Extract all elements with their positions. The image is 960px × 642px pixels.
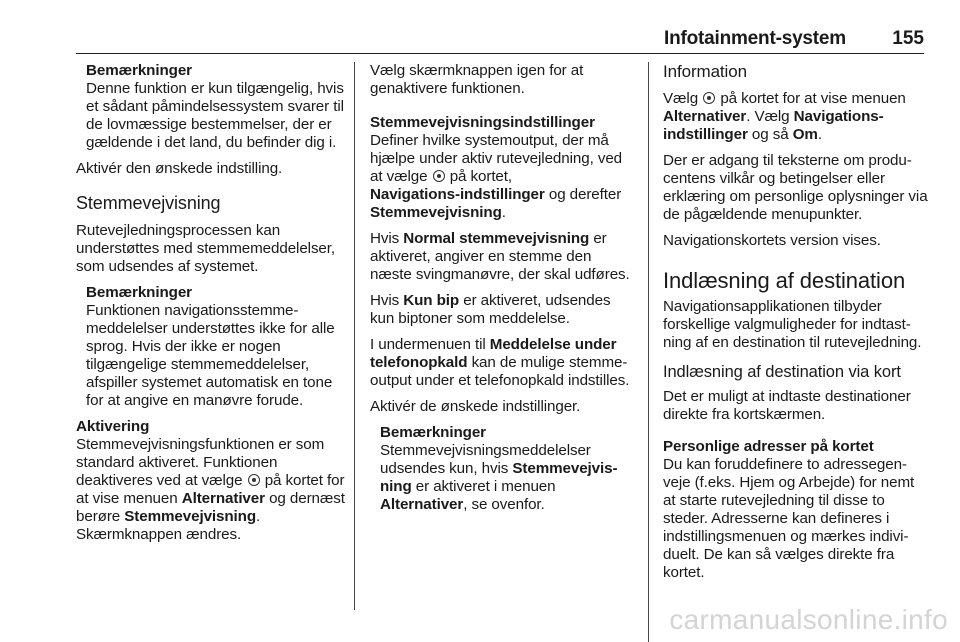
- paragraph: Stemmevejvisningsfunktionen er som standard aktiveret. Funktionen deaktiveres ved at vælge på kortet for at vise menuen Alternativer og dernæst berøre Stemmevejvisning. Skærmknappen ændres.: [76, 436, 345, 543]
- paragraph: Definer hvilke systemoutput, der må hjælpe under aktiv rutevejledning, ved at vælge på kortet, Navigations-indstillinger og derefter Stemmevejvisning.: [370, 132, 623, 221]
- paragraph: Aktivér den ønskede indstilling.: [76, 160, 283, 177]
- section-heading-indlaesning: Indlæsning af destination: [663, 268, 906, 293]
- page-number: 155: [892, 28, 924, 49]
- paragraph: Navigationsapplikationen tilbyder forskellige valgmuligheder for indtastning af en destination til rutevejledning.: [663, 298, 922, 351]
- paragraph: Aktivér de ønskede indstillinger.: [370, 398, 581, 415]
- paragraph: Det er muligt at indtaste destinationer direkte fra kortskærmen.: [663, 388, 911, 423]
- gear-icon: [248, 474, 260, 486]
- paragraph: Vælg på kortet for at vise menuen Alternativer. Vælg Navigationsindstillinger og så Om.: [663, 90, 906, 143]
- header-title: Infotainment-system: [663, 28, 846, 49]
- header-rule: [76, 53, 924, 54]
- note-box: Bemærkninger Stemmevejvisningsmeddelelser udsendes kun, hvis Stemmevejvisning er aktiveret i menuen Alternativer, se ovenfor.: [380, 424, 632, 514]
- column-3: [663, 62, 928, 590]
- watermark: carmanualsonline.info: [669, 604, 948, 635]
- subheading-personlige-adresser: Personlige adresser på kortet: [663, 438, 874, 455]
- section-heading-via-kort: Indlæsning af destination via kort: [663, 363, 901, 381]
- paragraph: Du kan foruddefinere to adressegenveje (f.eks. Hjem og Arbejde) for nemt at starte rutevejledning til disse to steder. Adresserne kan defineres i indstillingsmenuen og mærkes individuelt. De kan så vælges direkte fra kortet.: [663, 456, 915, 581]
- note-text: Funktionen navigationsstemmemeddelelser understøttes ikke for alle sprog. Hvis der ikke er nogen tilgængelige stemmemeddelelser, afspiller systemet automatisk en tone for at angive en manøvre forude.: [86, 302, 335, 409]
- paragraph: Vælg skærmknappen igen for at genaktivere funktionen.: [370, 62, 584, 97]
- note-text: Denne funktion er kun tilgængelig, hvis et sådant påmindelsessystem svarer til de lovmæssige bestemmelser, der er gældende i det land, du befinder dig i.: [86, 80, 344, 151]
- note-box: [86, 284, 348, 410]
- paragraph: Der er adgang til teksterne om producentens vilkår og betingelser eller erklæring om personlige oplysninger via de pågældende menupunkter.: [663, 152, 928, 223]
- gear-icon: [433, 170, 445, 182]
- paragraph: Hvis Kun bip er aktiveret, udsendes kun biptoner som meddelelse.: [370, 292, 611, 327]
- paragraph: I undermenuen til Meddelelse under telefonopkald kan de mulige stemmeoutput under et telefonopkald indstilles.: [370, 336, 630, 389]
- note-title: Bemærkninger: [86, 62, 192, 79]
- note-box: [86, 62, 348, 152]
- section-heading-information: Information: [663, 62, 747, 81]
- paragraph: Hvis Normal stemmevejvisning er aktiveret, angiver en stemme den næste svingmanøvre, der skal udføres.: [370, 230, 630, 283]
- column-divider: [354, 62, 355, 610]
- note-title: Bemærkninger: [380, 424, 486, 441]
- column-2: [370, 62, 632, 514]
- page-header: [0, 0, 960, 58]
- section-heading-stemmevejvisning: Stemmevejvisning: [76, 193, 221, 213]
- gear-icon: [703, 92, 715, 104]
- subheading-aktivering: Aktivering: [76, 418, 150, 435]
- paragraph: Navigationskortets version vises.: [663, 232, 881, 249]
- paragraph: Rutevejledningsprocessen kan understøttes med stemmemeddelelser, som udsendes af systemet.: [76, 222, 336, 275]
- column-1: [76, 62, 348, 552]
- column-divider: [648, 62, 649, 642]
- note-title: Bemærkninger: [86, 284, 192, 301]
- subheading-stemmevejvisningsindstillinger: Stemmevejvisningsindstillinger: [370, 114, 595, 131]
